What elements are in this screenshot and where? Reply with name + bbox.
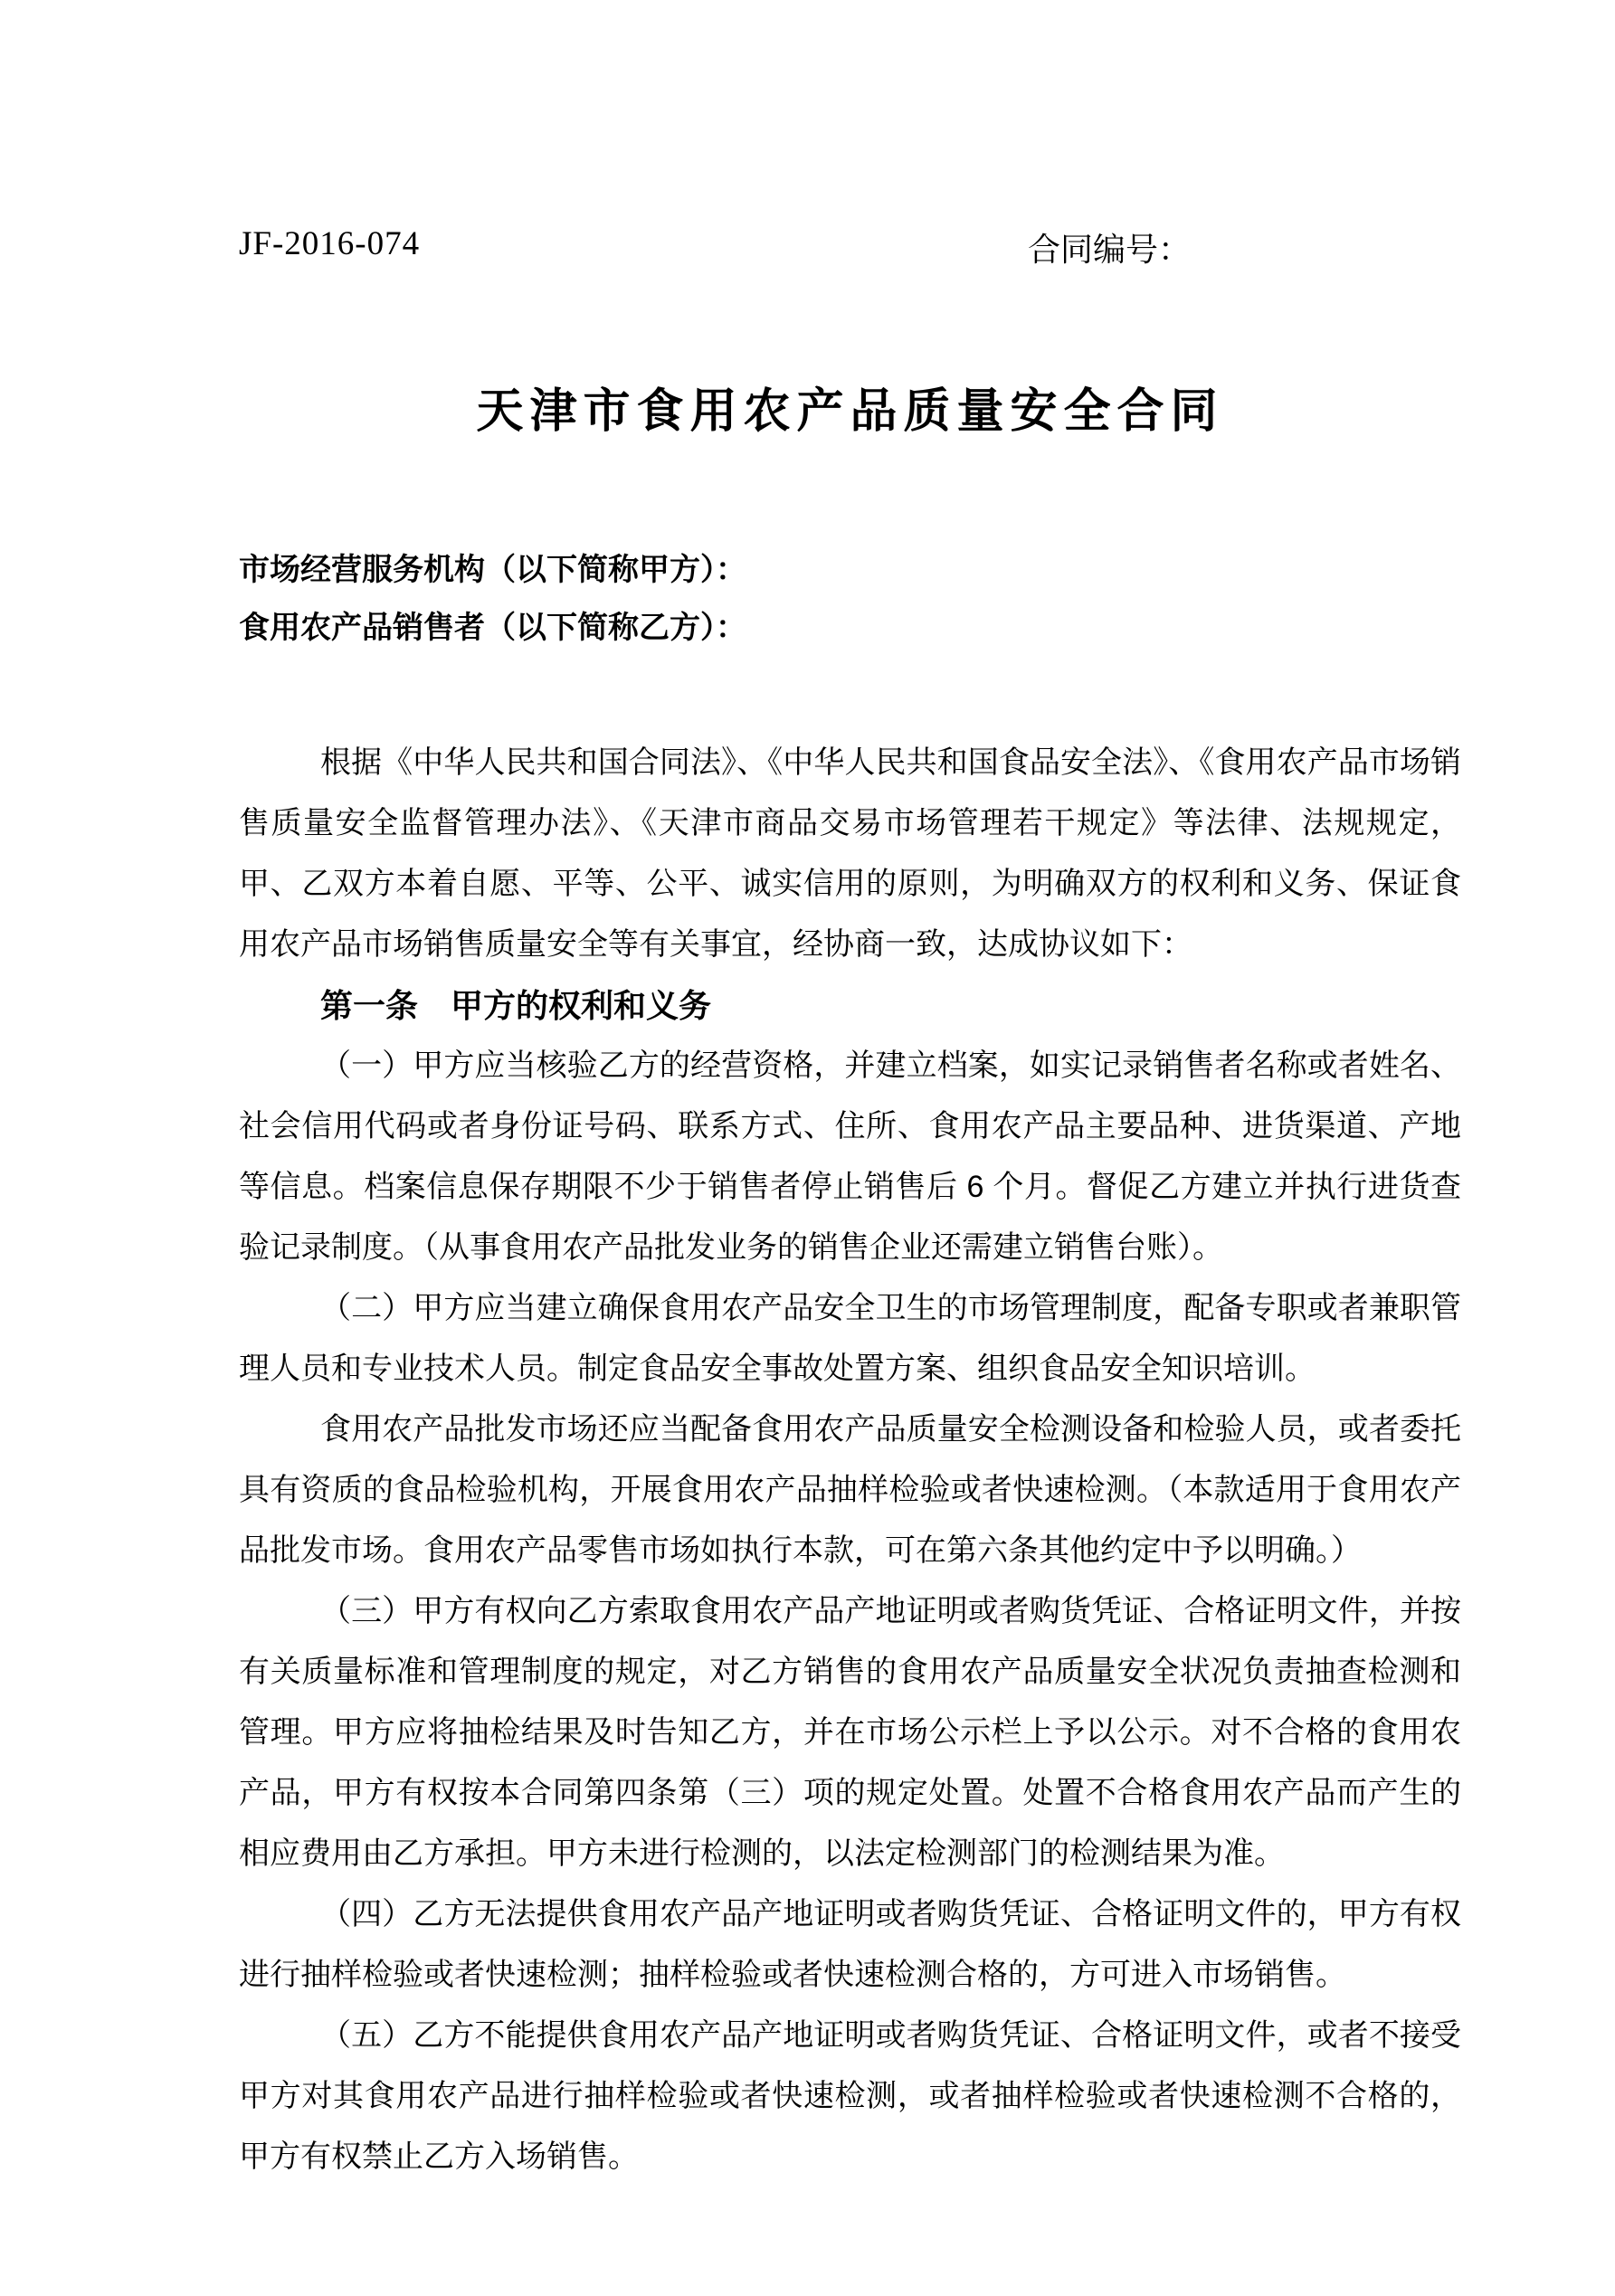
contract-paragraph-6: （五）乙方不能提供食用农产品产地证明或者购货凭证、合格证明文件，或者不接受甲方对其食用农产品进行抽样检验或者快速检测，或者抽样检验或者快速检测不合格的，甲方有权禁止乙方入场销售。 — [239, 2018, 1461, 2174]
contract-paragraph-5: （四）乙方无法提供食用农产品产地证明或者购货凭证、合格证明文件的，甲方有权进行抽样检验或者快速检测；抽样检验或者快速检测合格的，方可进入市场销售。 — [239, 1897, 1461, 1992]
preamble-paragraph: 根据《中华人民共和国合同法》、《中华人民共和国食品安全法》、《食用农产品市场销售质量安全监督管理办法》、《天津市商品交易市场管理若干规定》等法律、法规规定，甲、乙双方本着自愿、平等、公平、诚实信用的原则，为明确双方的权利和义务、保证食用农产品市场销售质量安全等有关事宜，经协商一致，达成协议如下： — [239, 745, 1461, 962]
document-code: JF-2016-074 — [239, 225, 421, 262]
contract-paragraph-3: 食用农产品批发市场还应当配备食用农产品质量安全检测设备和检验人员，或者委托具有资质的食品检验机构，开展食用农产品抽样检验或者快速检测。（本款适用于食用农产品批发市场。食用农产品零售市场如执行本款，可在第六条其他约定中予以明确。） — [239, 1412, 1461, 1568]
contract-paragraph-1: （一）甲方应当核验乙方的经营资格，并建立档案，如实记录销售者名称或者姓名、社会信用代码或者身份证号码、联系方式、住所、食用农产品主要品种、进货渠道、产地等信息。档案信息保存期限不少于销售者停止销售后 6 个月。督促乙方建立并执行进货查验记录制度。（从事食用农产品批发业务的销售企业还需建立销售台账）。 — [239, 1048, 1461, 1265]
parties-block — [239, 541, 1461, 657]
document-header — [239, 224, 1461, 270]
contract-paragraph-4: （三）甲方有权向乙方索取食用农产品产地证明或者购货凭证、合格证明文件，并按有关质量标准和管理制度的规定，对乙方销售的食用农产品质量安全状况负责抽查检测和管理。甲方应将抽检结果及时告知乙方，并在市场公示栏上予以公示。对不合格的食用农产品，甲方有权按本合同第四条第（三）项的规定处置。处置不合格食用农产品而产生的相应费用由乙方承担。甲方未进行检测的，以法定检测部门的检测结果为准。 — [239, 1594, 1461, 1871]
document-title: 天津市食用农产品质量安全合同 — [476, 385, 1224, 438]
section-1-heading: 第一条 甲方的权利和义务 — [320, 987, 712, 1024]
party-a-line: 市场经营服务机构（以下简称甲方）： — [239, 553, 746, 587]
contract-paragraph-2: （二）甲方应当建立确保食用农产品安全卫生的市场管理制度，配备专职或者兼职管理人员和专业技术人员。制定食品安全事故处置方案、组织食品安全知识培训。 — [239, 1291, 1461, 1386]
contract-number-label: 合同编号： — [1028, 231, 1192, 268]
party-b-line: 食用农产品销售者（以下简称乙方）： — [239, 611, 746, 645]
